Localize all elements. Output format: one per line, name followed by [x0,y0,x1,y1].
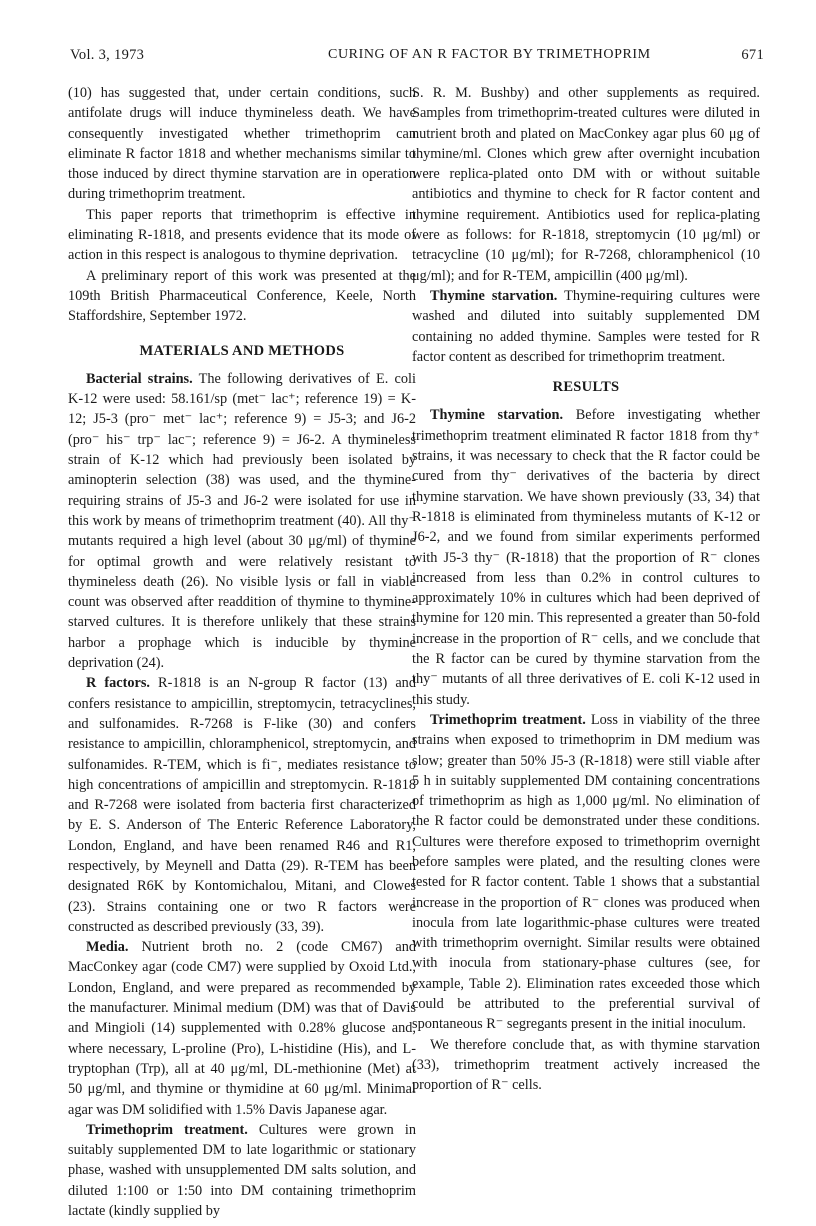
results-thymine-starvation-paragraph [412,405,760,709]
trimethoprim-treatment-text: Cultures were grown in suitably supplemented DM to late logarithmic or stationary phase, washed with unsupplemented DM salts solution, and diluted 1:100 or 1:50 into DM containing trimethoprim lactate (kindly supplied by [68,1121,416,1220]
media-paragraph [68,937,416,1120]
results-thymine-starvation-runin: Thymine starvation. [430,407,564,424]
media-text: Nutrient broth no. 2 (code CM67) and MacConkey agar (code CM7) were supplied by Oxoid Ltd., London, England, and were prepared as recommended by the manufacturer. Minimal medium (DM) was that of Davis and Mingioli (14) supplemented with 0.28% glucose and, where necessary, L-proline (Pro), L-histidine (His), and L-tryptophan (Trp), all at 40 μg/ml, DL-methionine (Met) at 50 μg/ml, and thymine or thymidine at 60 μg/ml. Minimal agar was DM solidified with 1.5% Davis Japanese agar. [68,939,416,1118]
r-factors-text: R-1818 is an N-group R factor (13) and confers resistance to ampicillin, streptomycin, tetracyclines, and sulfonamides. R-7268 is F-like (30) and confers resistance to ampicillin, chloramphenicol, streptomycin, and sulfonamides. R-TEM, which is fi⁻, mediates resistance to high concentrations of ampicillin and streptomycin. R-1818 and R-7268 were isolated from bacteria first characterized by E. S. Anderson of The Enteric Reference Laboratory, London, England, and have been renamed R46 and R1, respectively, by Meynell and Datta (29). R-TEM has been designated R6K by Kontomichalou, Mitani, and Clowes (23). Strains containing one or two R factors were constructed as described previously (33, 39). [68,675,416,935]
bacterial-strains-text: The following derivatives of E. coli K-12 were used: 58.161/sp (met⁻ lac⁺; reference 19) = K-12; J5-3 (pro⁻ met⁻ lac⁺; reference 9) = J5-3; and J6-2 (pro⁻ his⁻ trp⁻ lac⁻; reference 9) = J6-2. A thymineless strain of K-12 which had previously been isolated by aminopterin selection (38) was used, and the thymine-requiring strains of J5-3 and J6-2 were isolated for use in this work by means of trimethoprim treatment (40). All thy⁻ mutants required a high level (about 30 μg/ml) of thymine for optimal growth and were relatively resistant to thymineless death (26). No visible lysis or fall in viable count was observed after readdition of thymine to thymine-starved cultures. It is therefore unlikely that these strains harbor a prophage which is inducible by thymine deprivation (24). [68,370,417,672]
results-heading: RESULTS [552,379,620,396]
r-factors-paragraph [68,673,416,937]
thymine-starvation-method-text: Thymine-requiring cultures were washed and diluted into suitably supplemented DM containing no added thymine. Samples were tested for R factor content as described for trimethoprim treatment. [412,287,760,365]
intro-paragraph-3: A preliminary report of this work was presented at the 109th British Pharmaceutical Conference, Keele, North Staffordshire, September 1972. [68,267,416,325]
page-number: 671 [741,47,764,63]
conclusion-paragraph: We therefore conclude that, as with thymine starvation (33), trimethoprim treatment actively increased the proportion of R⁻ cells. [412,1036,760,1094]
results-trimethoprim-runin: Trimethoprim treatment. [430,711,586,728]
results-trimethoprim-paragraph [412,710,760,1035]
bacterial-strains-runin: Bacterial strains. [86,370,193,387]
left-column [68,83,416,1221]
media-runin: Media. [86,939,129,956]
results-thymine-starvation-text: Before investigating whether trimethoprim treatment eliminated R factor 1818 from thy⁺ strains, it was necessary to check that the R factor could be cured from thy⁻ derivatives of the bacteria by direct thymine starvation. We have shown previously (33, 34) that R-1818 is eliminated from thymineless mutants of K-12 or J6-2, and we found from similar experiments performed with J5-3 thy⁻ (R-1818) that the proportion of R⁻ clones increased from less than 0.2% in control cultures to approximately 10% in cultures which had been deprived of thymine for 120 min. This represented a greater than 50-fold increase in the proportion of R⁻ cells, and we conclude that the R factor can be cured by thymine starvation from the thy⁻ mutants of all three derivatives of E. coli K-12 used in this study. [412,407,760,708]
intro-paragraph-1: (10) has suggested that, under certain conditions, such antifolate drugs will induce thymineless death. We have consequently investigated whether trimethoprim can eliminate R factor 1818 and whether mechanisms similar to those induced by direct thymine starvation are in operation during trimethoprim treatment. [68,85,416,203]
materials-methods-heading: MATERIALS AND METHODS [139,342,345,359]
trimethoprim-treatment-paragraph [68,1120,416,1221]
r-factors-runin: R factors. [86,675,151,692]
running-header [70,47,764,69]
right-column [412,83,760,1096]
volume-label: Vol. 3, 1973 [70,47,145,63]
trimethoprim-treatment-continued: S. R. M. Bushby) and other supplements as required. Samples from trimethoprim-treated cultures were diluted in nutrient broth and plated on MacConkey agar plus 60 μg of thymine/ml. Clones which grew after overnight incubation were replica-plated onto DM with or without suitable antibiotics and thymine to check for R factor content and thymine requirement. Antibiotics used for replica-plating were as follows: for R-1818, streptomycin (10 μg/ml) or tetracycline (10 μg/ml); for R-7268, chloramphenicol (10 μg/ml); and for R-TEM, ampicillin (400 μg/ml). [412,85,760,284]
thymine-starvation-method-runin: Thymine starvation. [430,287,558,304]
running-title: CURING OF AN R FACTOR BY TRIMETHOPRIM [328,47,651,62]
intro-paragraph-2: This paper reports that trimethoprim is effective in eliminating R-1818, and presents evidence that its mode of action in this respect is analogous to thymine deprivation. [68,206,416,264]
trimethoprim-treatment-runin: Trimethoprim treatment. [86,1121,248,1138]
results-trimethoprim-text: Loss in viability of the three strains when exposed to trimethoprim in DM medium was slow; greater than 50% J5-3 (R-1818) were still viable after 5 h in suitably supplemented DM containing concentrations of trimethoprim as high as 1,000 μg/ml. No elimination of the R factor could be demonstrated under these conditions. Cultures were therefore exposed to trimethoprim overnight before samples were plated, and the resulting clones were tested for R factor content. Table 1 shows that a substantial increase in the proportion of R⁻ clones was produced when inocula from late logarithmic-phase cultures were treated with trimethoprim overnight. Similar results were obtained with inocula from stationary-phase cultures (see, for example, Table 2). Elimination rates exceeded those which could be attributed to the preferential survival of spontaneous R⁻ segregants present in the initial inoculum. [412,711,760,1033]
thymine-starvation-method-paragraph [412,286,760,367]
bacterial-strains-paragraph [68,369,416,673]
